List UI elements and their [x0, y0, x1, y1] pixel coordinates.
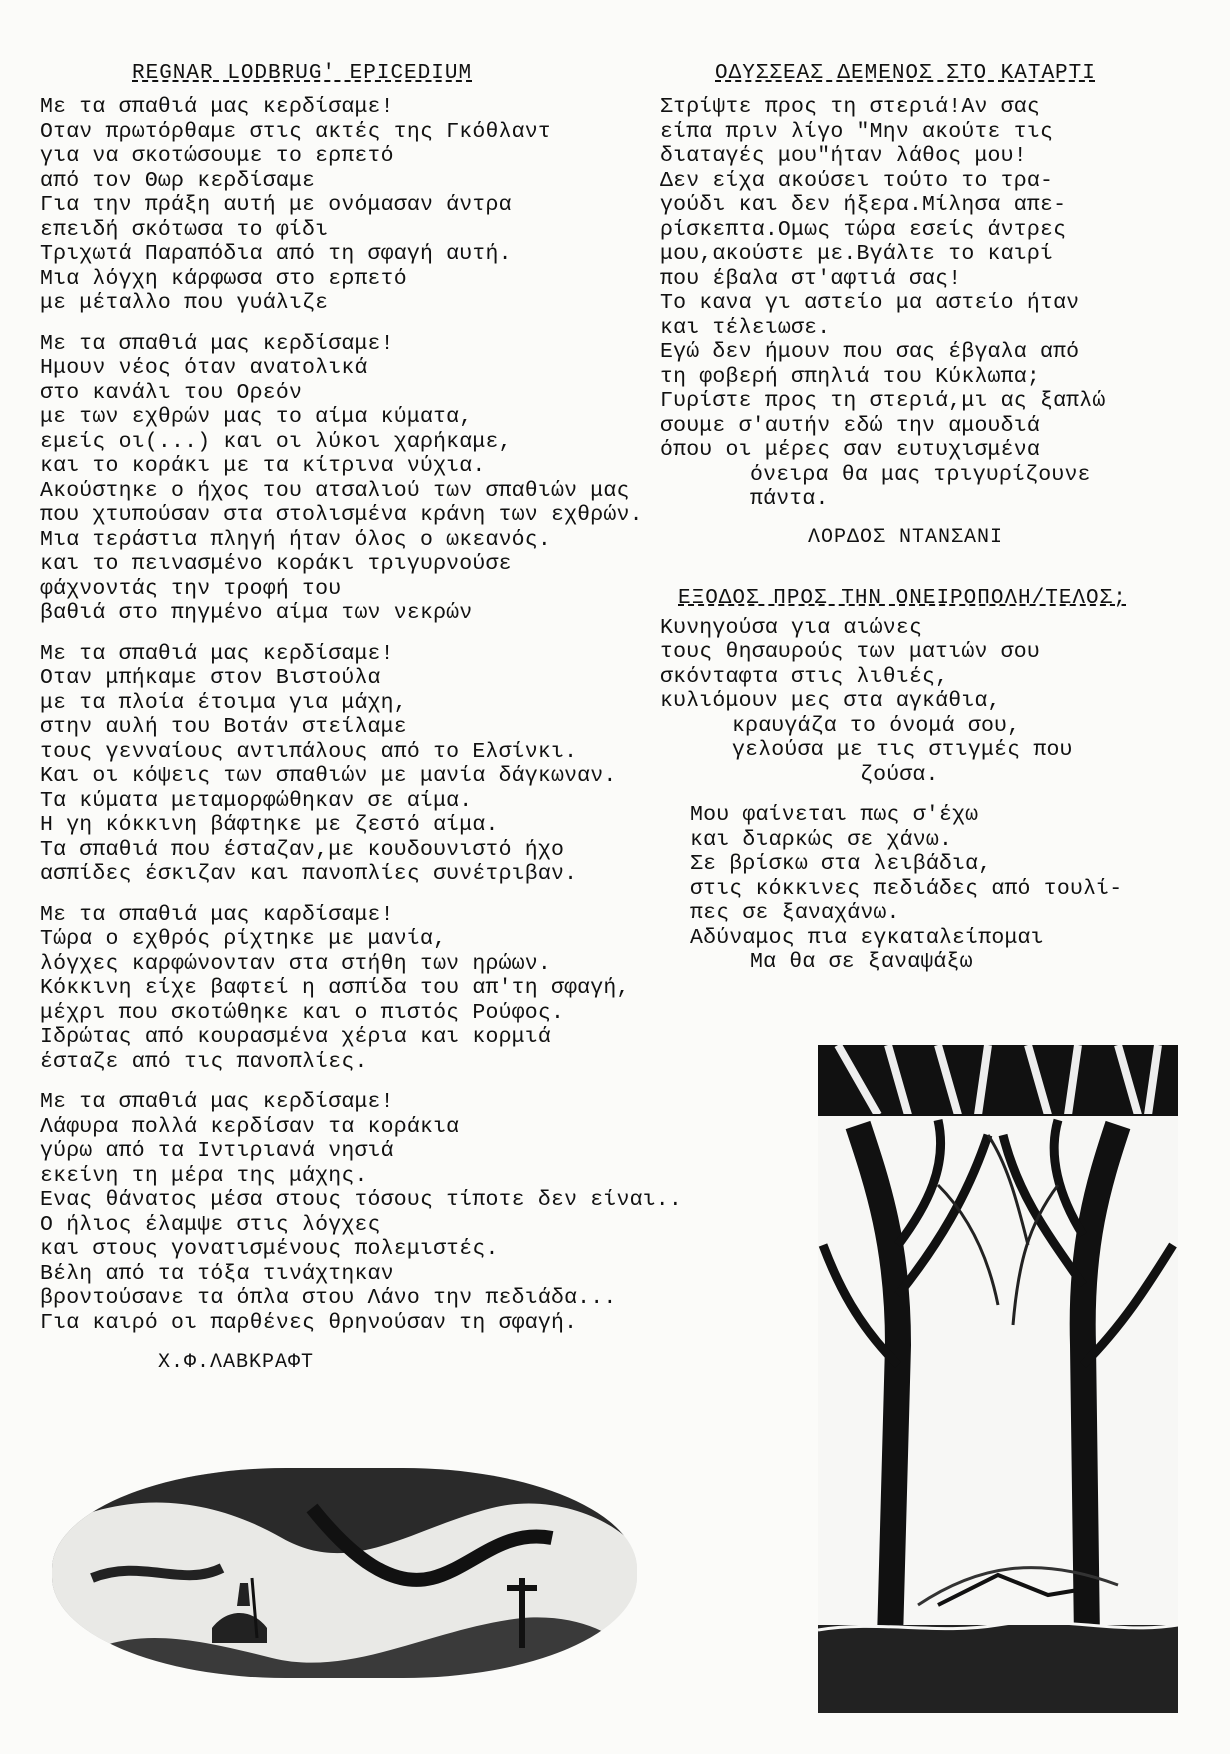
poem-line: είπα πριν λίγο "Μην ακούτε τις [660, 119, 1054, 144]
poem-line: Μα θα σε ξαναψάξω [750, 950, 973, 974]
poem-line: στο κανάλι του Ορεόν [40, 380, 303, 405]
poem-line: Ημουν νέος όταν ανατολικά [40, 356, 368, 380]
poem-line: Μια τεράστια πληγή ήταν όλος ο ωκεανός. [40, 527, 551, 552]
poem-line: Οταν μπήκαμε στον Βιστούλα [40, 666, 381, 690]
poem-line: που έβαλα στ'αφτιά σας! [660, 266, 962, 291]
poem-title-odysseus: ΟΔΥΣΣΕΑΣ ΔΕΜΕΝΟΣ ΣΤΟ ΚΑΤΑΡΤΙ [715, 62, 1096, 85]
poem-line: Ακούστηκε ο ήχος του ατσαλιού των σπαθιών μας [40, 478, 630, 503]
poem-line: μου,ακούστε με.Βγάλτε το καιρί [660, 242, 1054, 266]
woodcut-trees-illustration [818, 1045, 1178, 1713]
poem-line: όπου οι μέρες σαν ευτυχισμένα [660, 438, 1040, 462]
poem-line: γούδι και δεν ήξερα.Μίλησα απε- [660, 193, 1067, 217]
poem-stanza [40, 1090, 810, 1335]
poem-line: κραυγάζα το όνομά σου, [732, 713, 1021, 738]
poem-line: γελούσα με τις στιγμές που [732, 738, 1073, 762]
poem-line: βαθιά στο πηγμένο αίμα των νεκρών [40, 601, 473, 625]
poem-line: Η γη κόκκινη βάφτηκε με ζεστό αίμα. [40, 813, 499, 837]
poem-title-exodos: ΕΞΟΔΟΣ ΠΡΟΣ ΤΗΝ ΟΝΕΙΡΟΠΟΛΗ/ΤΕΛΟΣ; [678, 586, 1127, 610]
poem-line: Μια λόγχη κάρφωσα στο ερπετό [40, 266, 407, 291]
poem-line: Γυρίστε προς τη στεριά,μι ας ξαπλώ [660, 389, 1106, 413]
poem-line: επειδή σκότωσα το φίδι [40, 217, 329, 242]
poem-line: πες σε ξαναχάνω. [690, 901, 900, 925]
poem-line: και το κοράκι με τα κίτρινα νύχια. [40, 454, 486, 478]
poem-line: και στους γονατισμένους πολεμιστές. [40, 1237, 499, 1261]
poem-title-regnar: REGNAR LODBRUG' EPICEDIUM [132, 62, 473, 85]
poem-line: Βέλη από τα τόξα τινάχτηκαν [40, 1261, 394, 1286]
poem-line: Μου φαίνεται πως σ'έχω [690, 803, 979, 827]
poem-line: και τέλειωσε. [660, 315, 831, 340]
poem-line: λόγχες καρφώνονταν στα στήθη των ηρώων. [40, 951, 551, 976]
poem-line: Τριχωτά Παραπόδια από τη σφαγή αυτή. [40, 242, 512, 266]
poem-line: γύρω από τα Ιντιριανά νησιά [40, 1139, 394, 1163]
poem-line: και το πεινασμένο κοράκι τριγυρνούσε [40, 552, 512, 576]
poem-line: Εγώ δεν ήμουν που σας έβγαλα από [660, 340, 1080, 364]
poem-line: με των εχθρών μας το αίμα κύματα, [40, 405, 473, 429]
poem-line: έσταζε από τις πανοπλίες. [40, 1049, 368, 1074]
poem-line: Με τα σπαθιά μας κερδίσαμε! [40, 1090, 394, 1114]
poem-line: Κόκκινη είχε βαφτεί η ασπίδα του απ'τη σφαγή, [40, 976, 630, 1000]
poem-line: Ο ήλιος έλαμψε στις λόγχες [40, 1212, 381, 1237]
poem-line: σουμε σ'αυτήν εδώ την αμουδιά [660, 413, 1040, 438]
poem-line: Δεν είχα ακούσει τούτο το τρα- [660, 168, 1054, 193]
poem-line: εκείνη τη μέρα της μάχης. [40, 1163, 368, 1188]
poem-line: Αδύναμος πια εγκαταλείπομαι [690, 925, 1044, 950]
poem-line: Στρίψτε προς τη στεριά!Αν σας [660, 95, 1040, 119]
poem-line: στις κόκκινες πεδιάδες από τουλί- [690, 876, 1123, 901]
poem-line: ασπίδες έσκιζαν και πανοπλίες συνέτριβαν. [40, 862, 578, 886]
poem-line: και διαρκώς σε χάνω. [690, 827, 953, 852]
poem-line: για να σκοτώσουμε το ερπετό [40, 144, 394, 168]
poem-line: ρίσκεπτα.Ομως τώρα εσείς άντρες [660, 217, 1067, 242]
author-signature-lovecraft: Χ.Φ.ΛΑΒΚΡΑΦΤ [158, 1351, 315, 1374]
poem-line: διαταγές μου"ήταν λάθος μου! [660, 144, 1027, 168]
poem-line: με μέταλλο που γυάλιζε [40, 291, 329, 315]
author-signature-dunsany: ΛΟΡΔΟΣ ΝΤΑΝΣΑΝΙ [808, 525, 1004, 549]
poem-line: Ενας θάνατος μέσα στους τόσους τίποτε δεν είναι.. [40, 1188, 683, 1212]
poem-line: σκόνταφτα στις λιθιές, [660, 664, 949, 689]
poem-line: Τα σπαθιά που έσταζαν,με κουδουνιστό ήχο [40, 837, 565, 862]
poem-line: πάντα. [750, 487, 829, 511]
poem-line: ζούσα. [860, 762, 939, 787]
poem-line: κυλιόμουν μες στα αγκάθια, [660, 689, 1001, 713]
poem-line: Οταν πρωτόρθαμε στις ακτές της Γκόθλαντ [40, 119, 551, 144]
poem-line: Τώρα ο εχθρός ρίχτηκε με μανία, [40, 927, 447, 951]
poem-line: Με τα σπαθιά μας κερδίσαμε! [40, 331, 394, 356]
poem-line: Τα κύματα μεταμορφώθηκαν σε αίμα. [40, 788, 473, 813]
poem-line: Με τα σπαθιά μας κερδίσαμε! [40, 95, 394, 119]
poem-line: μέχρι που σκοτώθηκε και ο πιστός Ρούφος. [40, 1000, 565, 1025]
poem-exodos [660, 587, 1220, 975]
poem-line: Για την πράξη αυτή με ονόμασαν άντρα [40, 193, 512, 217]
poem-line: τη φοβερή σπηλιά του Κύκλωπα; [660, 364, 1040, 389]
poem-line: με τα πλοία έτοιμα για μάχη, [40, 690, 407, 715]
poem-line: Για καιρό οι παρθένες θρηνούσαν τη σφαγή. [40, 1310, 578, 1335]
poem-line: Λάφυρα πολλά κερδίσαν τα κοράκια [40, 1114, 460, 1139]
poem-line: φάχνοντάς την τροφή του [40, 576, 342, 601]
poem-line: Με τα σπαθιά μας κερδίσαμε! [40, 641, 394, 666]
poem-line: από τον Θωρ κερδίσαμε [40, 168, 316, 193]
poem-exodos-stanza-2 [660, 803, 1220, 975]
right-column [660, 62, 1220, 991]
poem-line: Με τα σπαθιά μας καρδίσαμε! [40, 902, 394, 927]
poem-line: τους γενναίους αντιπάλους από το Ελσίνκι. [40, 739, 578, 764]
poem-line: Και οι κόψεις των σπαθιών με μανία δάγκωναν. [40, 764, 617, 788]
poem-line: Το κανα γι αστείο μα αστείο ήταν [660, 291, 1080, 315]
poem-line: όνειρα θα μας τριγυρίζουνε [750, 462, 1091, 487]
poem-line: Κυνηγούσα για αιώνες [660, 615, 923, 640]
poem-line: που χτυπούσαν στα στολισμένα κράνη των εχθρών. [40, 503, 643, 527]
poem-body-odysseus [660, 95, 1220, 512]
poem-line: Ιδρώτας από κουρασμένα χέρια και κορμιά [40, 1025, 551, 1049]
poem-line: Σε βρίσκω στα λειβάδια, [690, 852, 992, 876]
poem-line: τους θησαυρούς των ματιών σου [660, 640, 1040, 664]
poem-line: στην αυλή του Βοτάν στείλαμε [40, 715, 407, 739]
poem-exodos-stanza-1 [660, 616, 1220, 788]
engraving-knight-illustration [52, 1468, 637, 1678]
poem-line: βροντούσανε τα όπλα στου Λάνο την πεδιάδα... [40, 1286, 617, 1310]
poem-line: εμείς οι(...) και οι λύκοι χαρήκαμε, [40, 429, 512, 454]
